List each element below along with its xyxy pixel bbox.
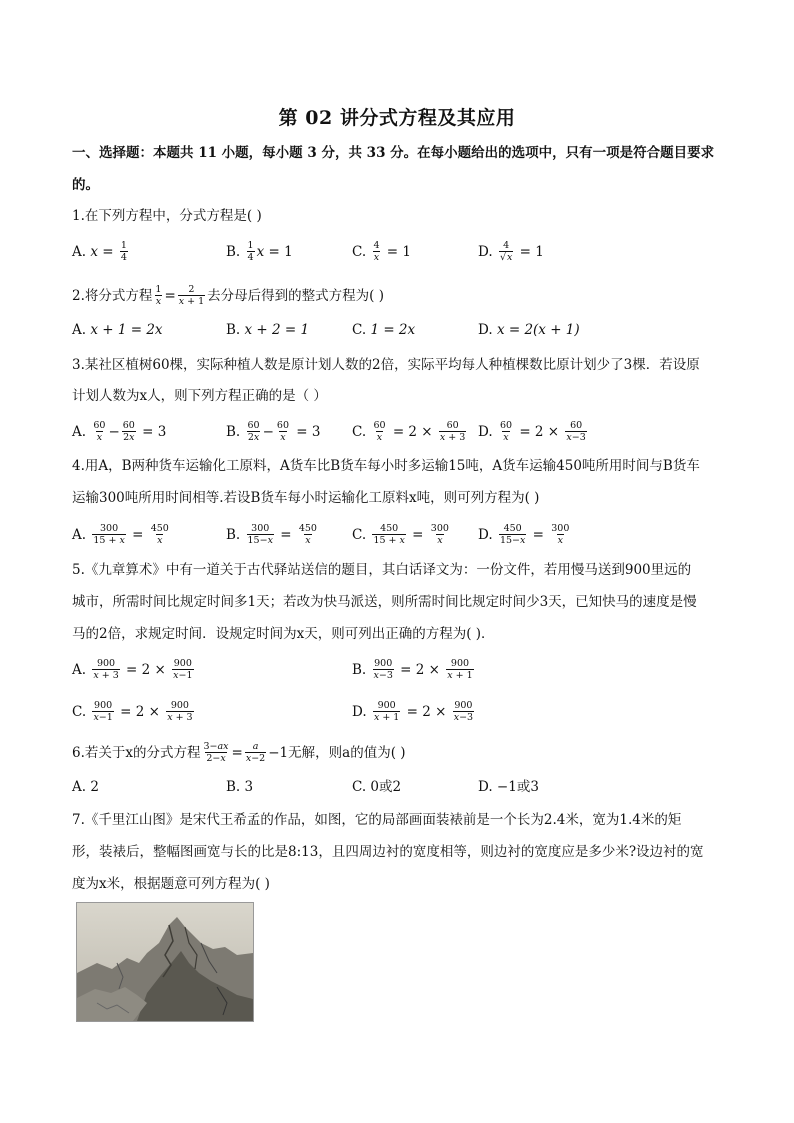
q5-stem-line3: 马的2倍，求规定时间．设规定时间为x天，则可列出正确的方程为( )．	[72, 626, 495, 642]
q2-option-a[interactable]: A. x + 1 = 2x	[72, 322, 163, 338]
q7-stem-line3: 度为x米，根据题意可列方程为( )	[72, 876, 270, 892]
q4-option-b[interactable]: B. $\frac{300}{15-x}$ = $\frac{450}{x}$	[226, 523, 317, 546]
page-title: 第 02 讲分式方程及其应用	[278, 107, 516, 129]
q3-option-c[interactable]: C. $\frac{60}{x}$ = 2 × $\frac{60}{x + 3}$	[352, 420, 466, 443]
q2-option-b[interactable]: B. x + 2 = 1	[226, 322, 310, 338]
q4-option-a[interactable]: A. $\frac{300}{15 + x}$ = $\frac{450}{x}$	[72, 523, 169, 546]
q5-stem-line1: 5.《九章算术》中有一道关于古代驿站送信的题目，其白话译文为：一份文件，若用慢马送到900里远的	[72, 562, 692, 578]
q6-option-b[interactable]: B. 3	[226, 779, 254, 795]
section-heading-line2: 的。	[72, 177, 99, 193]
q4-stem-line1: 4.用A，B两种货车运输化工原料，A货车比B货车每小时多运输15吨，A货车运输450吨所用时间与B货车	[72, 458, 700, 474]
q1-option-b[interactable]: B. $\frac{1}{4}$ x = 1	[226, 240, 293, 263]
q6-option-d[interactable]: D. −1或3	[478, 779, 539, 795]
q3-option-a[interactable]: A. $\frac{60}{x}$ − $\frac{60}{2x}$ = 3	[72, 420, 167, 443]
q5-option-d[interactable]: D. $\frac{900}{x + 1}$ = 2 × $\frac{900}{x-3}$	[352, 700, 474, 723]
q5-option-a[interactable]: A. $\frac{900}{x + 3}$ = 2 × $\frac{900}{x-1}$	[72, 658, 193, 681]
q4-option-c[interactable]: C. $\frac{450}{15 + x}$ = $\frac{300}{x}$	[352, 523, 449, 546]
q3-stem-line1: 3.某社区植树60棵，实际种植人数是原计划人数的2倍，实际平均每人种植棵数比原计划少了3棵．若设原	[72, 357, 700, 373]
q1-option-c[interactable]: C. $\frac{4}{x}$ = 1	[352, 240, 411, 263]
q3-option-d[interactable]: D. $\frac{60}{x}$ = 2 × $\frac{60}{x-3}$	[478, 420, 586, 443]
q1-stem: 1.在下列方程中，分式方程是( )	[72, 208, 262, 224]
q1-option-d[interactable]: D. $\frac{4}{√x}$ = 1	[478, 240, 544, 263]
q6-stem: 6.若关于x的分式方程 $\frac{3-ax}{2-x}$ = $\frac{a}{x-2}$ −1无解，则a的值为( )	[72, 741, 406, 764]
q7-stem-line1: 7.《千里江山图》是宋代王希孟的作品，如图，它的局部画面装裱前是一个长为2.4米，宽为1.4米的矩	[72, 812, 682, 828]
q1-option-a[interactable]: A. x = $\frac{1}{4}$	[72, 240, 127, 263]
q6-option-a[interactable]: A. 2	[72, 779, 99, 795]
q2-stem: 2.将分式方程 $\frac{1}{x}$ = $\frac{2}{x + 1}$ 去分母后得到的整式方程为( )	[72, 284, 384, 307]
q3-stem-line2: 计划人数为x人，则下列方程正确的是（ ）	[72, 388, 327, 404]
q6-option-c[interactable]: C. 0或2	[352, 779, 402, 795]
q7-stem-line2: 形，装裱后，整幅图画宽与长的比是8:13，且四周边衬的宽度相等，则边衬的宽度应是多少米?设边衬的宽	[72, 844, 704, 860]
q5-option-c[interactable]: C. $\frac{900}{x-1}$ = 2 × $\frac{900}{x + 3}$	[72, 700, 193, 723]
section-heading-line1: 一、选择题：本题共 11 小题，每小题 3 分，共 33 分。在每小题给出的选项中，只有一项是符合题目要求	[72, 145, 715, 161]
q5-option-b[interactable]: B. $\frac{900}{x-3}$ = 2 × $\frac{900}{x + 1}$	[352, 658, 473, 681]
q3-option-b[interactable]: B. $\frac{60}{2x}$ − $\frac{60}{x}$ = 3	[226, 420, 321, 443]
q2-option-c[interactable]: C. 1 = 2x	[352, 322, 416, 338]
q4-option-d[interactable]: D. $\frac{450}{15-x}$ = $\frac{300}{x}$	[478, 523, 570, 546]
q4-stem-line2: 运输300吨所用时间相等.若设B货车每小时运输化工原料x吨，则可列方程为( )	[72, 490, 540, 506]
q2-option-d[interactable]: D. x = 2(x + 1)	[478, 322, 580, 338]
q5-stem-line2: 城市，所需时间比规定时间多1天；若改为快马派送，则所需时间比规定时间少3天，已知快马的速度是慢	[72, 594, 697, 610]
landscape-painting-image	[76, 902, 254, 1022]
